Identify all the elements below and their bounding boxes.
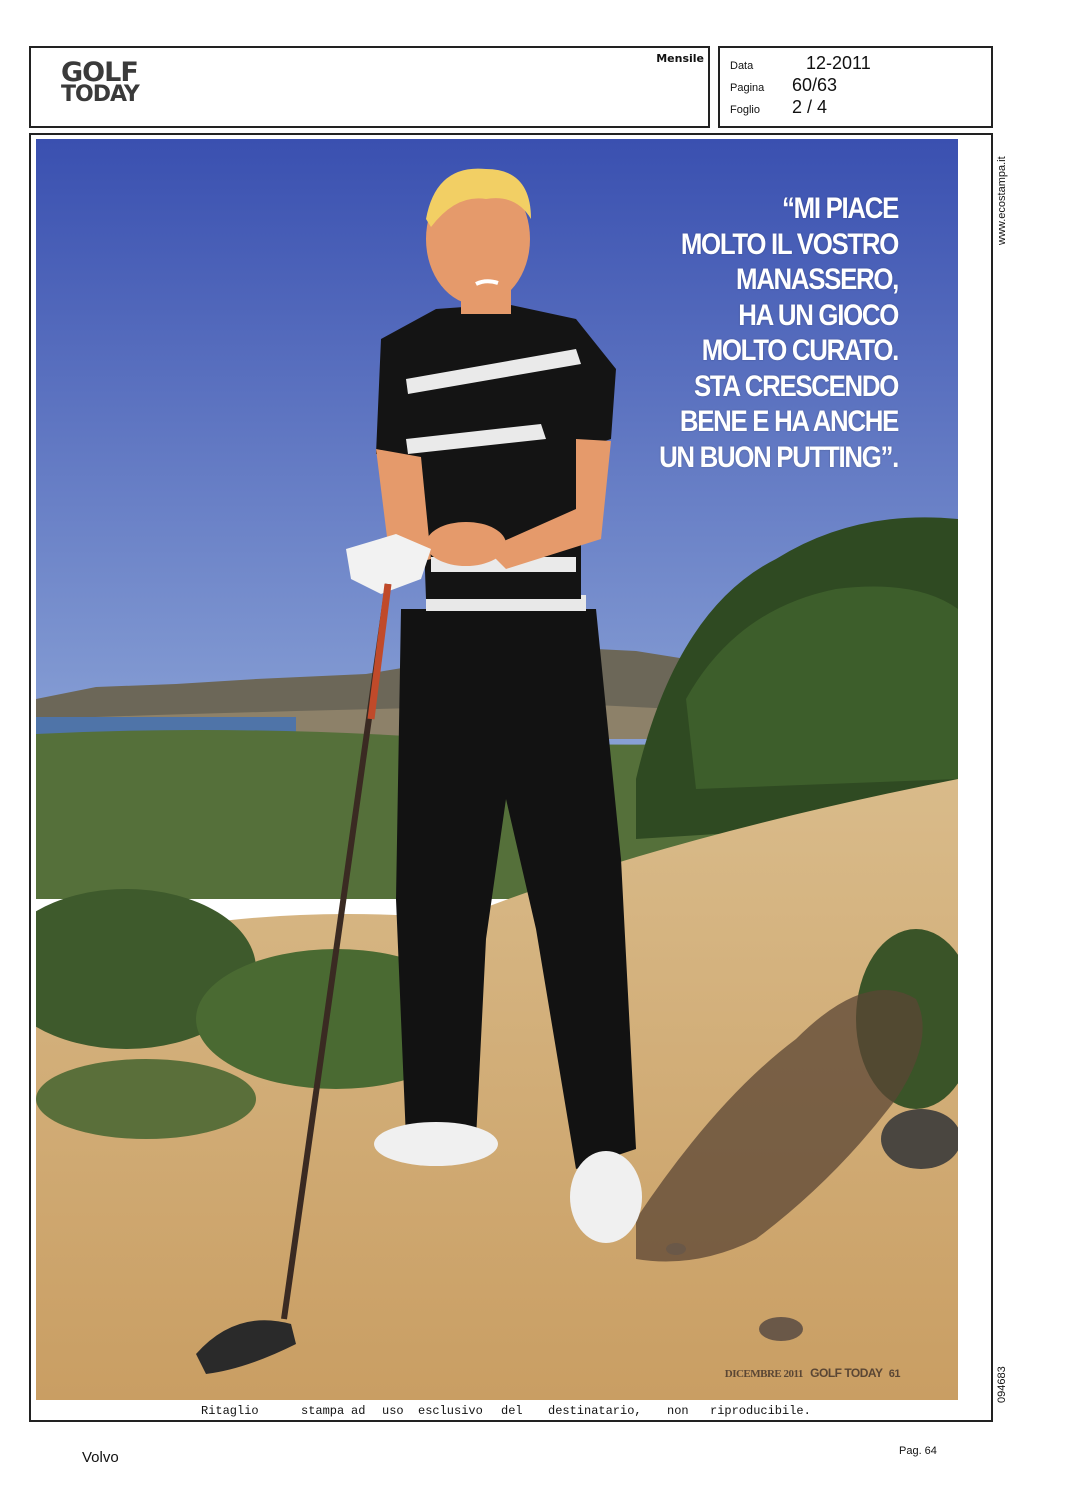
- disclaimer-word: uso: [382, 1404, 404, 1418]
- disclaimer-word: del: [501, 1404, 523, 1418]
- page-row: [730, 74, 980, 96]
- quote-line: HA UN GIOCO: [738, 298, 898, 332]
- logo-line-1: GOLF: [61, 57, 138, 88]
- date-value: 12-2011: [806, 53, 871, 73]
- magazine-folio: [725, 1366, 900, 1380]
- disclaimer-word: destinatario,: [548, 1404, 642, 1418]
- publication-frequency: Mensile: [656, 52, 704, 65]
- golf-today-logo: [61, 57, 139, 107]
- golfer-photo: [36, 139, 958, 1400]
- logo-line-2: TODAY: [61, 82, 139, 107]
- quote-line: UN BUON PUTTING”.: [659, 440, 898, 474]
- pull-quote: [614, 191, 898, 475]
- disclaimer-word: Ritaglio: [201, 1404, 259, 1418]
- disclaimer-word: stampa: [301, 1404, 345, 1418]
- quote-line: MOLTO IL VOSTRO: [680, 227, 898, 261]
- clipping-meta-box: [718, 46, 993, 128]
- clipping-disclaimer: [31, 1404, 991, 1420]
- quote-line: “MI PIACE: [782, 192, 898, 225]
- page-label: Pagina: [730, 82, 765, 94]
- sheet-row: [730, 96, 980, 118]
- masthead-box: [29, 46, 710, 128]
- disclaimer-word: riproducibile.: [710, 1404, 811, 1418]
- quote-line: STA CRESCENDO: [694, 369, 898, 403]
- clipping-code: 094683: [996, 1366, 1008, 1403]
- footer-page-number: Pag. 64: [899, 1445, 937, 1457]
- quote-line: BENE E HA ANCHE: [679, 405, 898, 438]
- client-name: Volvo: [82, 1449, 119, 1466]
- page-value: 60/63: [792, 75, 838, 95]
- ecostampa-url: www.ecostampa.it: [996, 156, 1008, 245]
- disclaimer-word: ad: [351, 1404, 366, 1418]
- quote-line: MOLTO CURATO.: [701, 334, 898, 367]
- folio-brand: GOLF TODAY: [810, 1366, 883, 1380]
- date-label: Data: [730, 60, 754, 72]
- folio-month: DICEMBRE 2011: [724, 1368, 803, 1380]
- date-row: [730, 52, 980, 74]
- sheet-value: 2 / 4: [792, 97, 828, 117]
- quote-line: MANASSERO,: [736, 263, 898, 296]
- disclaimer-word: non: [667, 1404, 689, 1418]
- folio-page-number: 61: [888, 1368, 900, 1380]
- disclaimer-word: esclusivo: [418, 1404, 483, 1418]
- sheet-label: Foglio: [730, 104, 760, 116]
